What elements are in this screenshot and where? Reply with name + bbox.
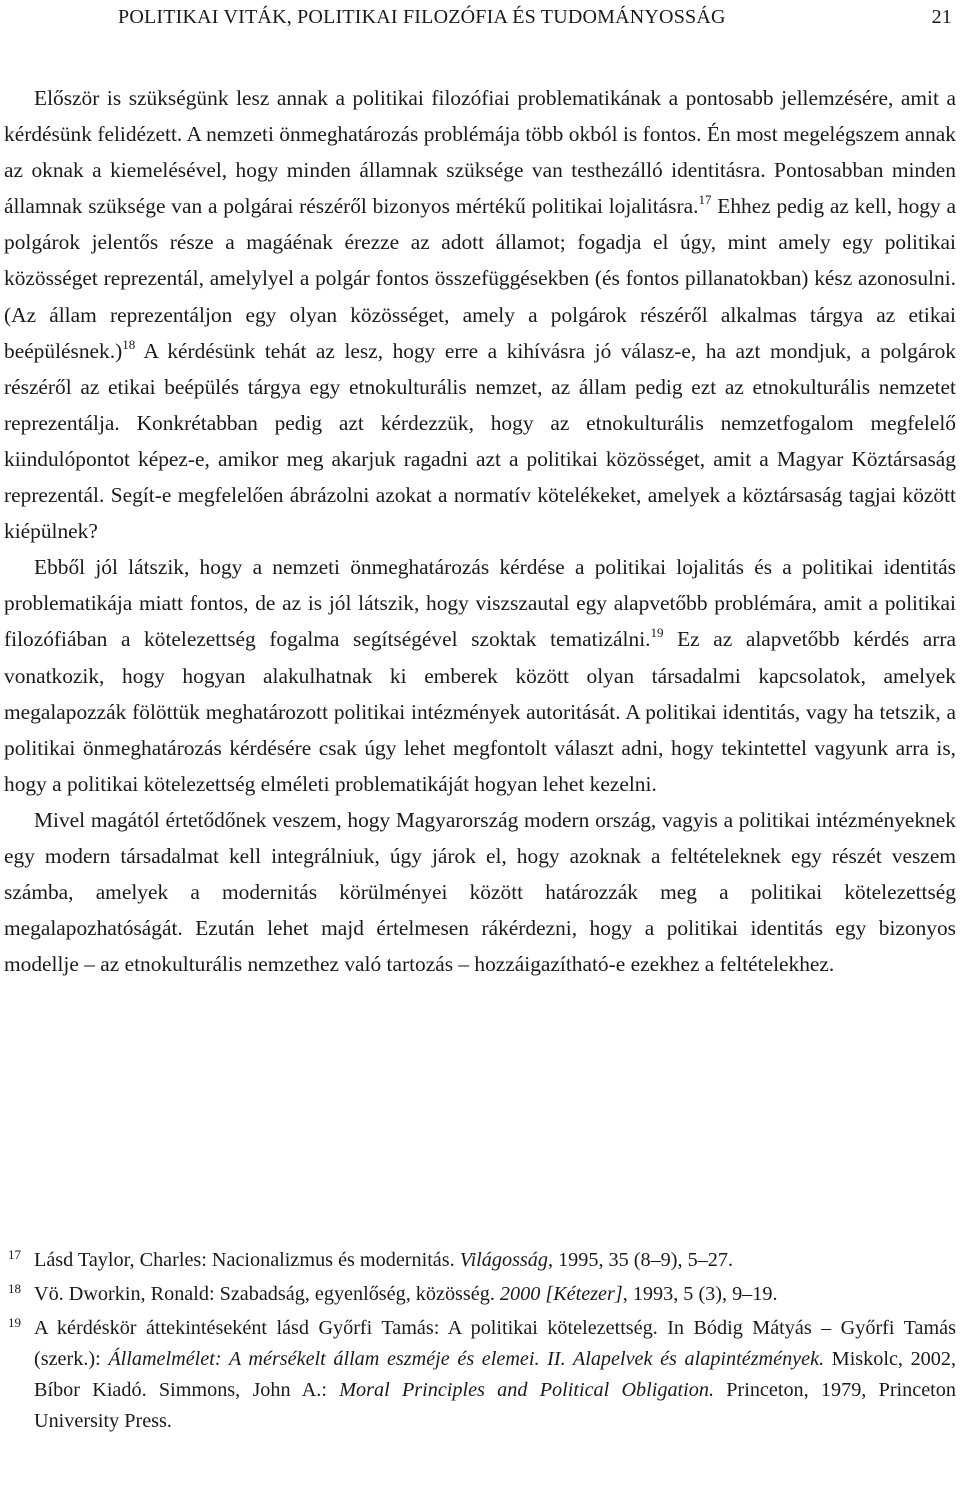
footnote-italic: 2000 [Kétezer] <box>499 1283 623 1305</box>
paragraph-1-text-b: Ehhez pedig az kell, hogy a polgárok jelentős része a magáénak érezze az adott államot; fogadja el úgy, mint amely egy politikai közösséget reprezentál, amelylyel a polgár fontos összefüggésekben (és fontos pillanatokban) kész azonosulni. (Az állam reprezentáljon egy olyan közösséget, amely a polgárok részéről alkalmas tárgya az etikai beépülésnek.) <box>4 194 956 363</box>
main-text <box>4 80 956 982</box>
paragraph-1 <box>4 80 956 549</box>
paragraph-2-text-a: Ebből jól látszik, hogy a nemzeti önmeghatározás kérdése a politikai lojalitás és a politikai identitás problematikája miatt fontos, de az is jól látszik, hogy viszszautal egy alapvetőbb problémára, amit a politikai filozófiában a kötelezettség fogalma segítségével szoktak tematizálni. <box>4 555 956 652</box>
paragraph-3: Mivel magától értetődőnek veszem, hogy Magyarország modern ország, vagyis a politikai intézményeknek egy modern társadalmat kell integrálniuk, úgy járok el, hogy azoknak a feltételeknek egy részét veszem számba, amelyek a modernitás körülményei között határozzák meg a politikai kötelezettség megalapozhatóságát. Ezután lehet majd értelmesen rákérdezni, hogy a politikai identitás egy bizonyos modellje – az etnokulturális nemzethez való tartozás – hozzáigazítható-e ezekhez a feltételekhez. <box>4 807 956 977</box>
footnote-number: 18 <box>8 1281 21 1296</box>
footnote-italic: Államelmélet: A mérsékelt állam eszméje és elemei. II. Alapelvek és alapintézmények. <box>108 1348 825 1370</box>
footnote-text-rest-2: Princeton, 1979, Princeton University Press. <box>34 1379 956 1432</box>
footnote-text-rest: , 1993, 5 (3), 9–19. <box>622 1283 778 1305</box>
footnote-ref-19[interactable]: 19 <box>650 625 664 641</box>
footnote-17 <box>6 1245 956 1276</box>
footnote-text: Lásd Taylor, Charles: Nacionalizmus és modernitás. <box>34 1249 460 1271</box>
footnote-19 <box>6 1313 956 1437</box>
footnote-text: Vö. Dworkin, Ronald: Szabadság, egyenlőség, közösség. <box>34 1283 500 1305</box>
running-head-title: POLITIKAI VITÁK, POLITIKAI FILOZÓFIA ÉS TUDOMÁNYOSSÁG <box>118 6 726 28</box>
paragraph-2-text-b: Ez az alapvetőbb kérdés arra vonatkozik, hogy hogyan alakulhatnak ki emberek között olyan társadalmi kapcsolatok, amelyek megalapozzák fölöttük meghatározott politikai intézmények autoritását. A politikai identitás, vagy ha tetszik, a politikai önmeghatározás kérdésére csak úgy lehet megfontolt választ adni, hogy tekintettel vagyunk arra is, hogy a politikai kötelezettség elméleti problematikáját hogyan lehet kezelni. <box>4 627 956 796</box>
paragraph-2 <box>4 549 956 802</box>
page-number: 21 <box>931 6 952 28</box>
footnote-ref-18[interactable]: 18 <box>122 336 136 352</box>
footnote-text-rest: , 1995, 35 (8–9), 5–27. <box>547 1249 734 1271</box>
footnotes <box>6 1245 956 1440</box>
paragraph-1-text-a: Először is szükségünk lesz annak a politikai filozófiai problematikának a pontosabb jellemzésére, amit a kérdésünk felidézett. A nemzeti önmeghatározás problémája több okból is fontos. Én most megelégszem annak az oknak a kiemelésével, hogy minden államnak szüksége van testhezálló identitásra. Pontosabban minden államnak szüksége van a polgárai részéről bizonyos mértékű politikai lojalitásra. <box>4 86 956 219</box>
footnote-ref-17[interactable]: 17 <box>698 192 712 208</box>
footnote-text: A kérdéskör áttekintéseként lásd Győrfi Tamás: A politikai kötelezettség. In Bódig Mátyás – Győrfi Tamás (szerk.): <box>34 1317 956 1370</box>
footnote-number: 17 <box>8 1247 21 1262</box>
footnote-18 <box>6 1279 956 1310</box>
footnote-text-rest: Miskolc, 2002, Bíbor Kiadó. Simmons, John A.: <box>34 1348 957 1401</box>
paragraph-1-text-c: A kérdésünk tehát az lesz, hogy erre a kihívásra jó válasz-e, ha azt mondjuk, a polgárok részéről az etikai beépülés tárgya egy etnokulturális nemzet, az állam pedig ezt az etnokulturális nemzetet reprezentálja. Konkrétabban pedig azt kérdezzük, hogy az etnokulturális nemzetfogalom megfelelő kiindulópontot képez-e, amikor meg akarjuk ragadni azt a politikai közösséget, amit a Magyar Köztársaság reprezentál. Segít-e megfelelően ábrázolni azokat a normatív kötelékeket, amelyek a köztársaság tagjai között kiépülnek? <box>4 338 956 544</box>
footnote-number: 19 <box>8 1315 21 1330</box>
footnote-italic: Világosság <box>459 1249 548 1271</box>
footnote-italic-2: Moral Principles and Political Obligation. <box>339 1379 715 1401</box>
